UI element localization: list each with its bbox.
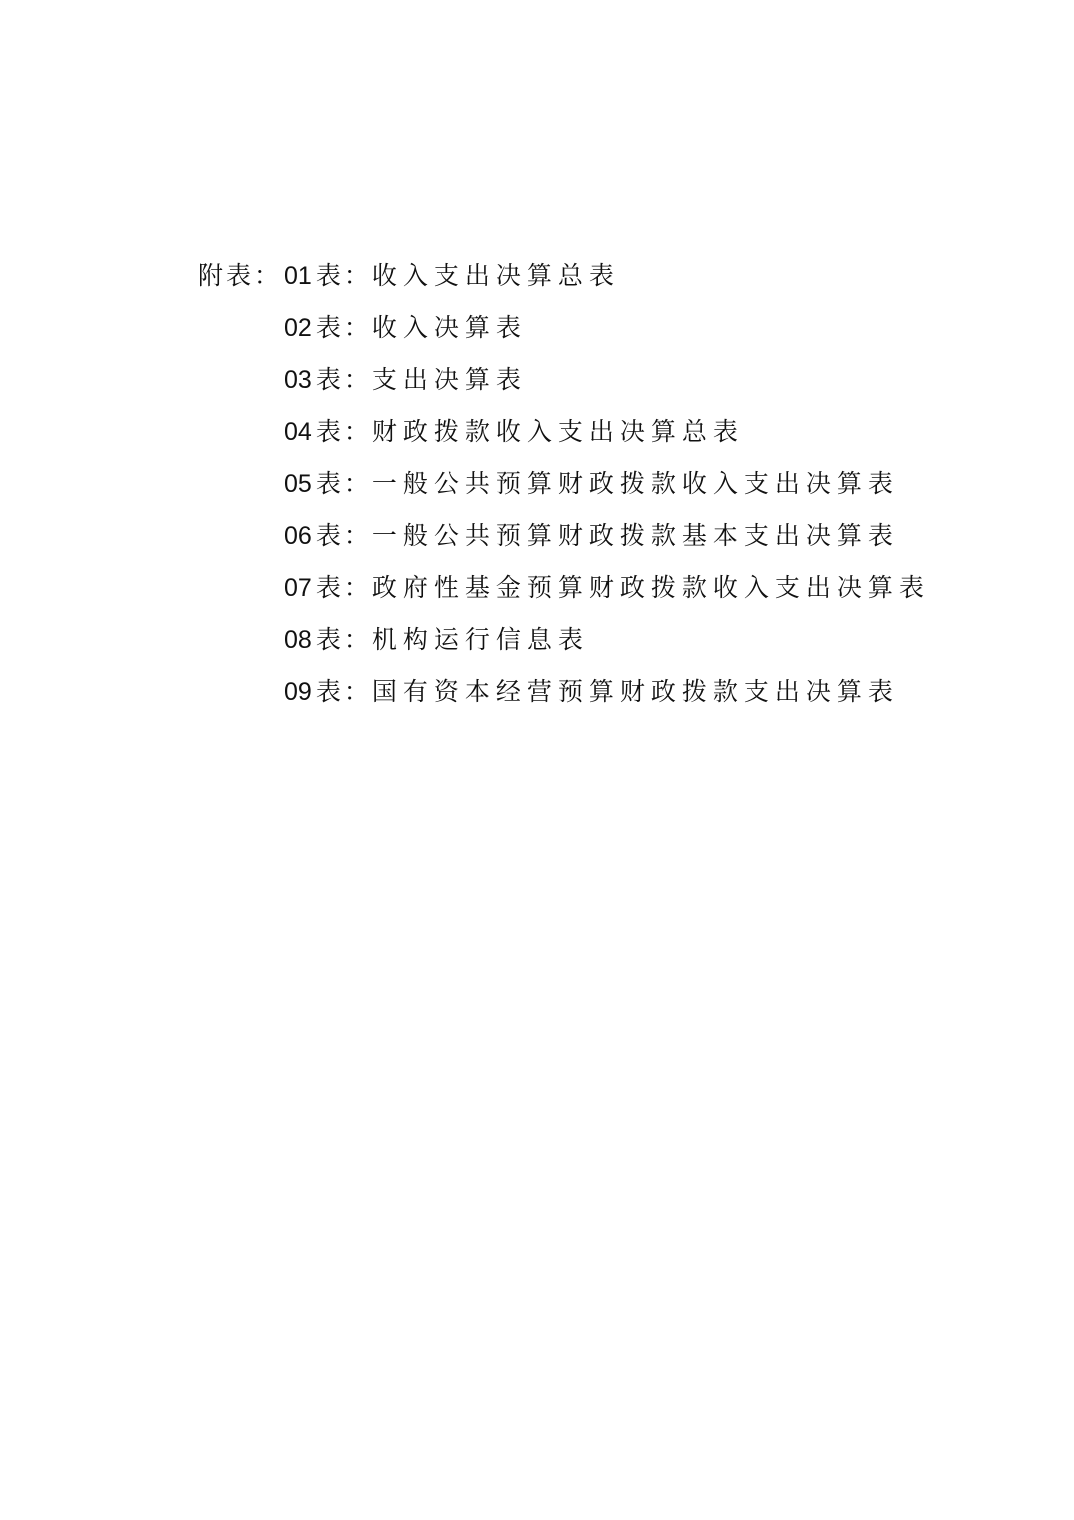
attachment-code: 04	[284, 418, 312, 446]
attachment-item	[198, 666, 930, 718]
attachment-title: 政府性基金预算财政拨款收入支出决算表	[371, 573, 930, 602]
attachment-suffix: 表：	[315, 469, 372, 498]
attachment-code: 09	[284, 678, 312, 706]
attachment-title: 国有资本经营预算财政拨款支出决算表	[371, 677, 899, 706]
attachment-suffix: 表：	[315, 573, 372, 602]
attachment-suffix: 表：	[315, 417, 372, 446]
attachment-code: 01	[284, 262, 312, 290]
attachment-item	[198, 250, 930, 302]
attachment-item	[198, 614, 930, 666]
attachment-item	[198, 302, 930, 354]
attachment-item	[198, 406, 930, 458]
attachment-code: 06	[284, 522, 312, 550]
attachment-title: 财政拨款收入支出决算总表	[371, 417, 744, 446]
attachment-list	[198, 250, 930, 718]
attachment-code: 05	[284, 470, 312, 498]
attachment-item	[198, 458, 930, 510]
attachment-suffix: 表：	[315, 521, 372, 550]
attachment-suffix: 表：	[315, 313, 372, 342]
attachment-title: 机构运行信息表	[371, 625, 589, 654]
attachment-item	[198, 562, 930, 614]
attachment-suffix: 表：	[315, 677, 372, 706]
attachment-title: 一般公共预算财政拨款收入支出决算表	[371, 469, 899, 498]
attachment-title: 收入决算表	[371, 313, 527, 342]
attachment-item	[198, 354, 930, 406]
attachment-suffix: 表：	[315, 261, 372, 290]
attachment-code: 07	[284, 574, 312, 602]
attachment-suffix: 表：	[315, 625, 372, 654]
attachment-item	[198, 510, 930, 562]
attachment-code: 08	[284, 626, 312, 654]
attachment-prefix: 附表：	[198, 261, 283, 290]
attachment-code: 03	[284, 366, 312, 394]
attachment-code: 02	[284, 314, 312, 342]
attachment-title: 支出决算表	[371, 365, 527, 394]
attachment-suffix: 表：	[315, 365, 372, 394]
attachment-title: 一般公共预算财政拨款基本支出决算表	[371, 521, 899, 550]
attachment-title: 收入支出决算总表	[371, 261, 620, 290]
